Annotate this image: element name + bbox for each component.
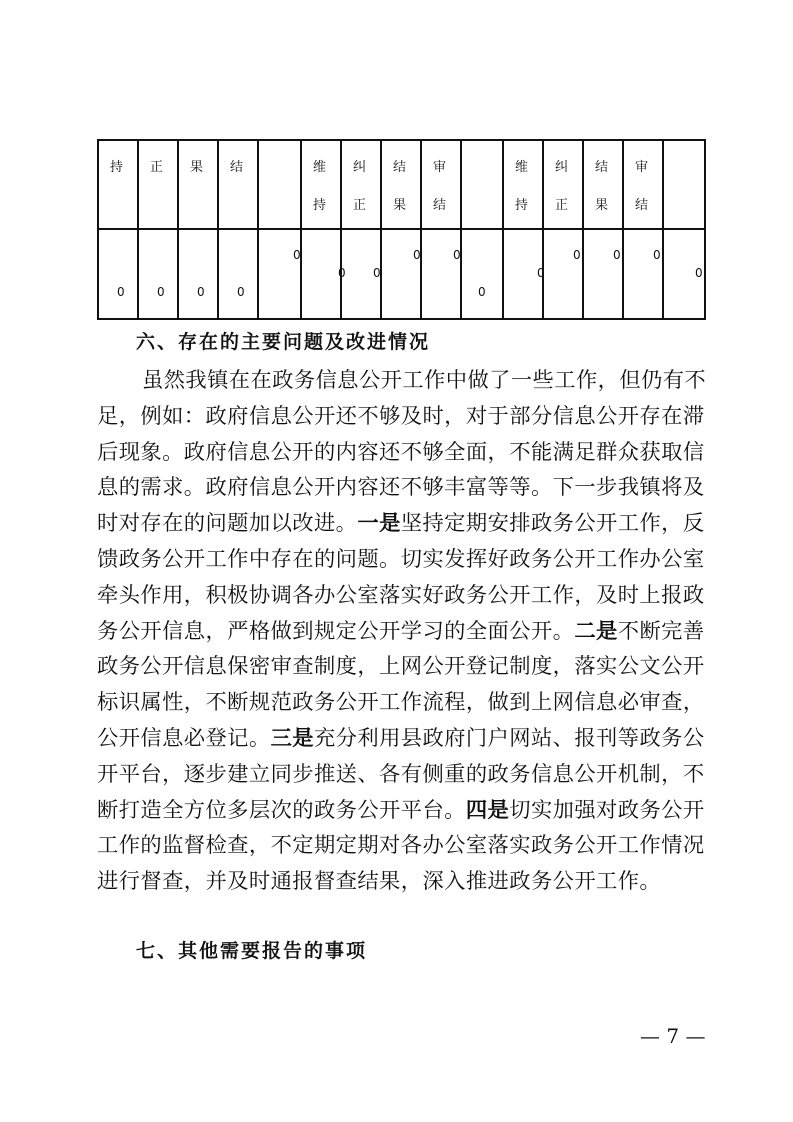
text-run: 标识属性，不断规范政务公开工作流程，做到上网信息必审查， bbox=[97, 690, 705, 716]
text-run: 政务公开信息保密审查制度，上网公开登记制度，落实公文公开 bbox=[97, 654, 705, 680]
paragraph-line bbox=[97, 793, 707, 829]
table-column-rule bbox=[460, 139, 462, 320]
emphasis-run: 三是 bbox=[270, 725, 314, 751]
table-value-cell: 0 bbox=[117, 285, 125, 299]
table-header-cell: 结 bbox=[433, 198, 447, 213]
table-header-cell: 审 bbox=[433, 160, 447, 175]
table-column-rule bbox=[502, 139, 504, 320]
text-run: 工作的监督检查，不定期定期对各办公室落实政务公开工作情况 bbox=[97, 833, 705, 859]
table-column-rule bbox=[420, 139, 422, 320]
paragraph-line bbox=[97, 685, 707, 721]
table-header-cell: 结 bbox=[393, 160, 407, 175]
text-run: 进行督查，并及时通报督查结果，深入推进政务公开工作。 bbox=[97, 869, 662, 895]
text-run: 充分利用县政府门户网站、报刊等政务公 bbox=[313, 725, 705, 751]
table-value-cell: 0 bbox=[695, 266, 703, 280]
text-run: 公开信息必登记。 bbox=[97, 725, 271, 751]
table-column-rule bbox=[97, 139, 99, 320]
paragraph-line bbox=[97, 614, 707, 650]
table-header-cell: 持 bbox=[110, 160, 124, 175]
text-run: 切实加强对政务公开 bbox=[509, 797, 705, 823]
table-column-rule bbox=[582, 139, 584, 320]
paragraph-line bbox=[97, 828, 707, 864]
table-rule bbox=[97, 228, 704, 230]
table-header-cell: 维 bbox=[515, 160, 529, 175]
table-value-cell: 0 bbox=[157, 285, 165, 299]
table-header-cell: 结 bbox=[595, 160, 609, 175]
text-run: 后现象。政府信息公开的内容还不够全面，不能满足群众获取信 bbox=[97, 439, 705, 465]
table-header-cell: 纠 bbox=[555, 160, 569, 175]
table-header-cell: 果 bbox=[190, 160, 204, 175]
table-header-cell: 纠 bbox=[353, 160, 367, 175]
text-run: 馈政务公开工作中存在的问题。切实发挥好政务公开工作办公室 bbox=[97, 546, 705, 572]
table-header-cell: 审 bbox=[635, 160, 649, 175]
table-value-cell: 0 bbox=[613, 248, 621, 262]
table-value-cell: 0 bbox=[537, 266, 545, 280]
text-run: 时对存在的问题加以改进。 bbox=[97, 511, 358, 537]
table-value-cell: 0 bbox=[478, 285, 486, 299]
paragraph-line bbox=[97, 399, 707, 435]
paragraph-line bbox=[97, 578, 707, 614]
table-value-cell: 0 bbox=[237, 285, 245, 299]
paragraph-line bbox=[97, 721, 707, 757]
paragraph-line bbox=[97, 435, 707, 471]
table-column-rule bbox=[137, 139, 139, 320]
table-value-cell: 0 bbox=[338, 266, 346, 280]
table-value-cell: 0 bbox=[413, 248, 421, 262]
text-run: 虽然我镇在在政务信息公开工作中做了一些工作，但仍有不 bbox=[142, 368, 707, 393]
table-header-cell: 正 bbox=[150, 160, 164, 175]
table-value-cell: 0 bbox=[573, 248, 581, 262]
text-run: 足，例如：政府信息公开还不够及时，对于部分信息公开存在滞 bbox=[97, 403, 705, 429]
text-run: 坚持定期安排政务公开工作，反 bbox=[400, 511, 705, 537]
statistics-table-fragment bbox=[97, 139, 704, 320]
table-column-rule bbox=[662, 139, 664, 320]
table-column-rule bbox=[704, 139, 706, 320]
table-value-cell: 0 bbox=[653, 248, 661, 262]
table-value-cell: 0 bbox=[197, 285, 205, 299]
table-header-cell: 正 bbox=[555, 198, 569, 213]
table-header-cell: 正 bbox=[353, 198, 367, 213]
table-column-rule bbox=[622, 139, 624, 320]
emphasis-run: 二是 bbox=[574, 618, 618, 644]
table-header-cell: 果 bbox=[595, 198, 609, 213]
table-column-rule bbox=[257, 139, 259, 320]
table-header-cell: 结 bbox=[230, 160, 244, 175]
table-column-rule bbox=[177, 139, 179, 320]
table-header-cell: 结 bbox=[635, 198, 649, 213]
text-run: 开平台，逐步建立同步推送、各有侧重的政务信息公开机制，不 bbox=[97, 761, 705, 787]
table-column-rule bbox=[340, 139, 342, 320]
table-header-cell: 持 bbox=[313, 198, 327, 213]
paragraph-line bbox=[97, 470, 707, 506]
table-rule bbox=[97, 139, 704, 141]
paragraph-line bbox=[97, 757, 707, 793]
section-7-heading: 七、其他需要报告的事项 bbox=[136, 940, 368, 962]
table-value-cell: 0 bbox=[373, 266, 381, 280]
table-column-rule bbox=[217, 139, 219, 320]
text-run: 息的需求。政府信息公开内容还不够丰富等等。下一步我镇将及 bbox=[97, 475, 705, 501]
table-column-rule bbox=[300, 139, 302, 320]
text-run: 务公开信息，严格做到规定公开学习的全面公开。 bbox=[97, 618, 575, 644]
emphasis-run: 四是 bbox=[465, 797, 510, 823]
text-run: 断打造全方位多层次的政务公开平台。 bbox=[97, 797, 466, 823]
table-value-cell: 0 bbox=[453, 248, 461, 262]
paragraph-line bbox=[97, 649, 707, 685]
table-header-cell: 持 bbox=[515, 198, 529, 213]
emphasis-run: 一是 bbox=[357, 511, 401, 537]
section-6-heading: 六、存在的主要问题及改进情况 bbox=[136, 331, 431, 353]
table-header-cell: 维 bbox=[313, 160, 327, 175]
paragraph-line bbox=[97, 363, 707, 399]
page-number: — 7 — bbox=[640, 1024, 706, 1048]
text-run: 牵头作用，积极协调各办公室落实好政务公开工作，及时上报政 bbox=[97, 582, 705, 608]
section-6-body bbox=[97, 363, 707, 900]
paragraph-line bbox=[97, 506, 707, 542]
table-column-rule bbox=[542, 139, 544, 320]
text-run: 不断完善 bbox=[617, 618, 705, 644]
table-rule bbox=[97, 318, 704, 320]
table-value-cell: 0 bbox=[293, 248, 301, 262]
paragraph-line bbox=[97, 542, 707, 578]
table-column-rule bbox=[380, 139, 382, 320]
paragraph-line bbox=[97, 864, 707, 900]
table-header-cell: 果 bbox=[393, 198, 407, 213]
